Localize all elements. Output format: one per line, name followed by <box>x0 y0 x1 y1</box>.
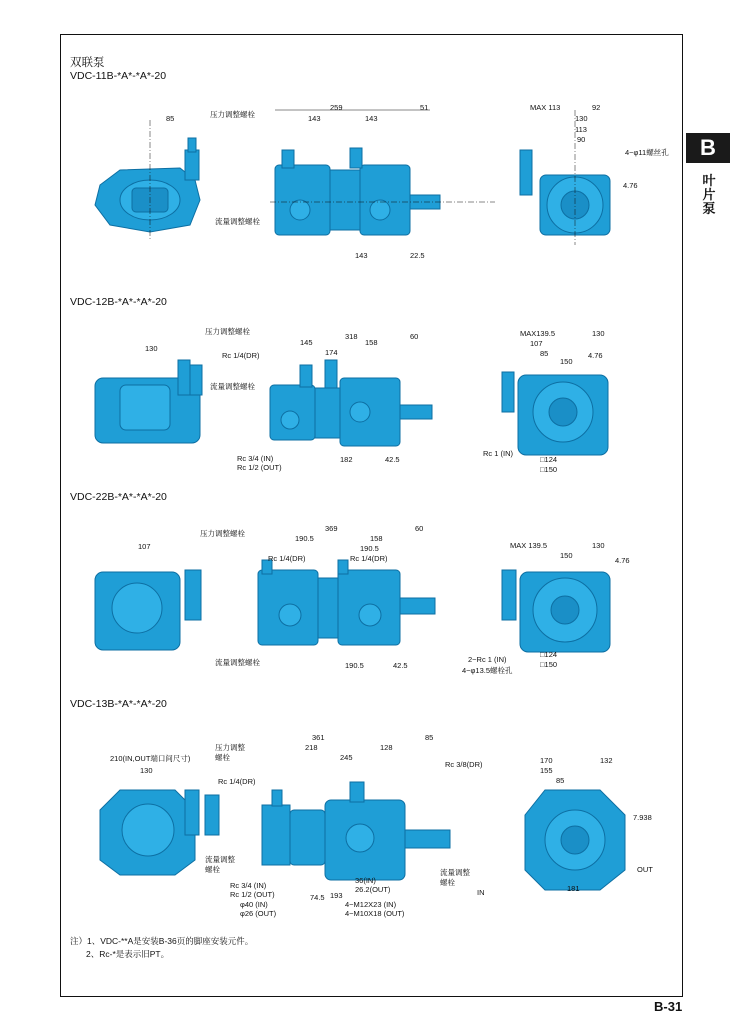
section-tab-label: 叶片泵 <box>702 173 716 216</box>
dim-text: 210(IN,OUT端口间尺寸) <box>110 754 191 763</box>
dim-text: 150 <box>560 357 573 366</box>
dim-text: 107 <box>138 542 151 551</box>
dim-text: 361 <box>312 733 325 742</box>
dim-text: 42.5 <box>385 455 400 464</box>
section1-front-view <box>95 120 200 240</box>
section3-end-view <box>502 570 610 652</box>
label: 4−φ13.5螺栓孔 <box>462 666 513 675</box>
dim-text: 182 <box>340 455 353 464</box>
dim-text: 143 <box>365 114 378 123</box>
label: φ40 (IN) <box>240 900 268 909</box>
dim-text: 4.76 <box>588 351 603 360</box>
dim-text: 259 <box>330 103 343 112</box>
note-1: 注）1、VDC-**A是安装B-36页的脚座安装元件。 <box>70 936 254 946</box>
label: Rc 1/2 (OUT) <box>237 463 282 472</box>
dim-text: 130 <box>145 344 158 353</box>
dim-text: 318 <box>345 332 358 341</box>
label: □124 <box>540 650 558 659</box>
svg-text:流量调整: 流量调整 <box>440 868 470 877</box>
dim-text: 60 <box>410 332 419 341</box>
label: 压力调整螺栓 <box>205 327 250 336</box>
dim-text: 145 <box>300 338 313 347</box>
dim-text: 155 <box>540 766 553 775</box>
dim-text: 51 <box>420 103 429 112</box>
dim-text: 4.76 <box>615 556 630 565</box>
section3-side-view <box>258 560 435 645</box>
notes <box>70 935 253 961</box>
label: 压力调整 <box>215 743 245 752</box>
label: 2−Rc 1 (IN) <box>468 655 507 664</box>
series-title-2: VDC-12B-*A*-*A*-20 <box>70 296 167 308</box>
dim-text: 92 <box>592 103 601 112</box>
label: 流量调整螺栓 <box>215 217 260 226</box>
label: 4−M10X18 (OUT) <box>345 909 405 918</box>
dim-text: MAX 139.5 <box>510 541 548 550</box>
dim-text: 190.5 <box>360 544 379 553</box>
section-tab-b: B <box>686 133 730 163</box>
dim-text: 143 <box>308 114 321 123</box>
dim-text: 174 <box>325 348 338 357</box>
dim-text: 130 <box>575 114 588 123</box>
note-2: 2、Rc-*是表示旧PT。 <box>86 949 170 959</box>
section4-side-view <box>262 782 450 880</box>
dim-text: 90 <box>577 135 586 144</box>
label: Rc 3/4 (IN) <box>230 881 267 890</box>
dim-text: 158 <box>370 534 383 543</box>
label: 4−M12X23 (IN) <box>345 900 397 909</box>
dim-text: 85 <box>540 349 549 358</box>
svg-text:螺栓: 螺栓 <box>440 878 455 887</box>
dim-text: MAX139.5 <box>520 329 556 338</box>
dim-text: MAX 113 <box>530 103 561 112</box>
section2-side-view <box>270 360 432 446</box>
label: 26.2(OUT) <box>355 885 391 894</box>
dim-text: 130 <box>592 541 605 550</box>
section2-front-view <box>95 360 202 443</box>
label: 流量调整螺栓 <box>210 382 255 391</box>
series-title-4: VDC-13B-*A*-*A*-20 <box>70 698 167 710</box>
label: OUT <box>637 865 653 874</box>
dim-text: 130 <box>592 329 605 338</box>
dim-text: 369 <box>325 524 338 533</box>
series-title-1: VDC-11B-*A*-*A*-20 <box>70 70 167 82</box>
label: Rc 1/4(DR) <box>222 351 260 360</box>
label: φ26 (OUT) <box>240 909 277 918</box>
label: 压力调整螺栓 <box>200 529 245 538</box>
dim-text: 128 <box>380 743 393 752</box>
section4-end-view <box>525 790 625 890</box>
label: Rc 3/8(DR) <box>445 760 483 769</box>
label: 36(IN) <box>355 876 376 885</box>
section1-end-view <box>520 110 610 245</box>
dim-text: 85 <box>166 114 175 123</box>
svg-text:螺栓: 螺栓 <box>205 865 220 874</box>
dim-text: 85 <box>556 776 565 785</box>
section2-end-view <box>502 372 608 455</box>
dim-text: 158 <box>365 338 378 347</box>
label: Rc 1/4(DR) <box>268 554 306 563</box>
dim-text: 22.5 <box>410 251 425 260</box>
dim-text: 218 <box>305 743 318 752</box>
label: 流量调整螺栓 <box>215 658 260 667</box>
dim-text: 4.76 <box>623 181 638 190</box>
label: 压力调整螺栓 <box>210 110 255 119</box>
svg-text:螺栓: 螺栓 <box>215 753 230 762</box>
dim-text: 74.5 <box>310 893 325 902</box>
section1-side-view <box>270 110 495 235</box>
label: □150 <box>540 465 558 474</box>
dim-text: 7.938 <box>633 813 652 822</box>
label: Rc 3/4 (IN) <box>237 454 274 463</box>
section3-front-view <box>95 570 201 650</box>
label: Rc 1/4(DR) <box>218 777 256 786</box>
svg-text:流量调整: 流量调整 <box>205 855 235 864</box>
dim-text: 42.5 <box>393 661 408 670</box>
dim-text: 190.5 <box>295 534 314 543</box>
dim-text: 150 <box>560 551 573 560</box>
label: Rc 1/2 (OUT) <box>230 890 275 899</box>
dim-text: 107 <box>530 339 543 348</box>
series-title-3: VDC-22B-*A*-*A*-20 <box>70 491 167 503</box>
dim-text: 85 <box>425 733 434 742</box>
dim-text: 143 <box>355 251 368 260</box>
label: Rc 1/4(DR) <box>350 554 388 563</box>
dim-text: 190.5 <box>345 661 364 670</box>
label: IN <box>477 888 485 897</box>
dim-text: 193 <box>330 891 343 900</box>
dim-text: 170 <box>540 756 553 765</box>
label: □124 <box>540 455 558 464</box>
label: 4−φ11螺丝孔 <box>625 148 669 157</box>
dim-text: 130 <box>140 766 153 775</box>
dim-text: 113 <box>575 125 587 134</box>
page-number: B-31 <box>654 999 683 1014</box>
dim-text: 181 <box>567 884 580 893</box>
dim-text: 245 <box>340 753 353 762</box>
category-title: 双联泵 <box>70 57 105 69</box>
section4-front-view <box>100 790 219 875</box>
dim-text: 132 <box>600 756 613 765</box>
label: Rc 1 (IN) <box>483 449 513 458</box>
label: □150 <box>540 660 558 669</box>
dim-text: 60 <box>415 524 424 533</box>
